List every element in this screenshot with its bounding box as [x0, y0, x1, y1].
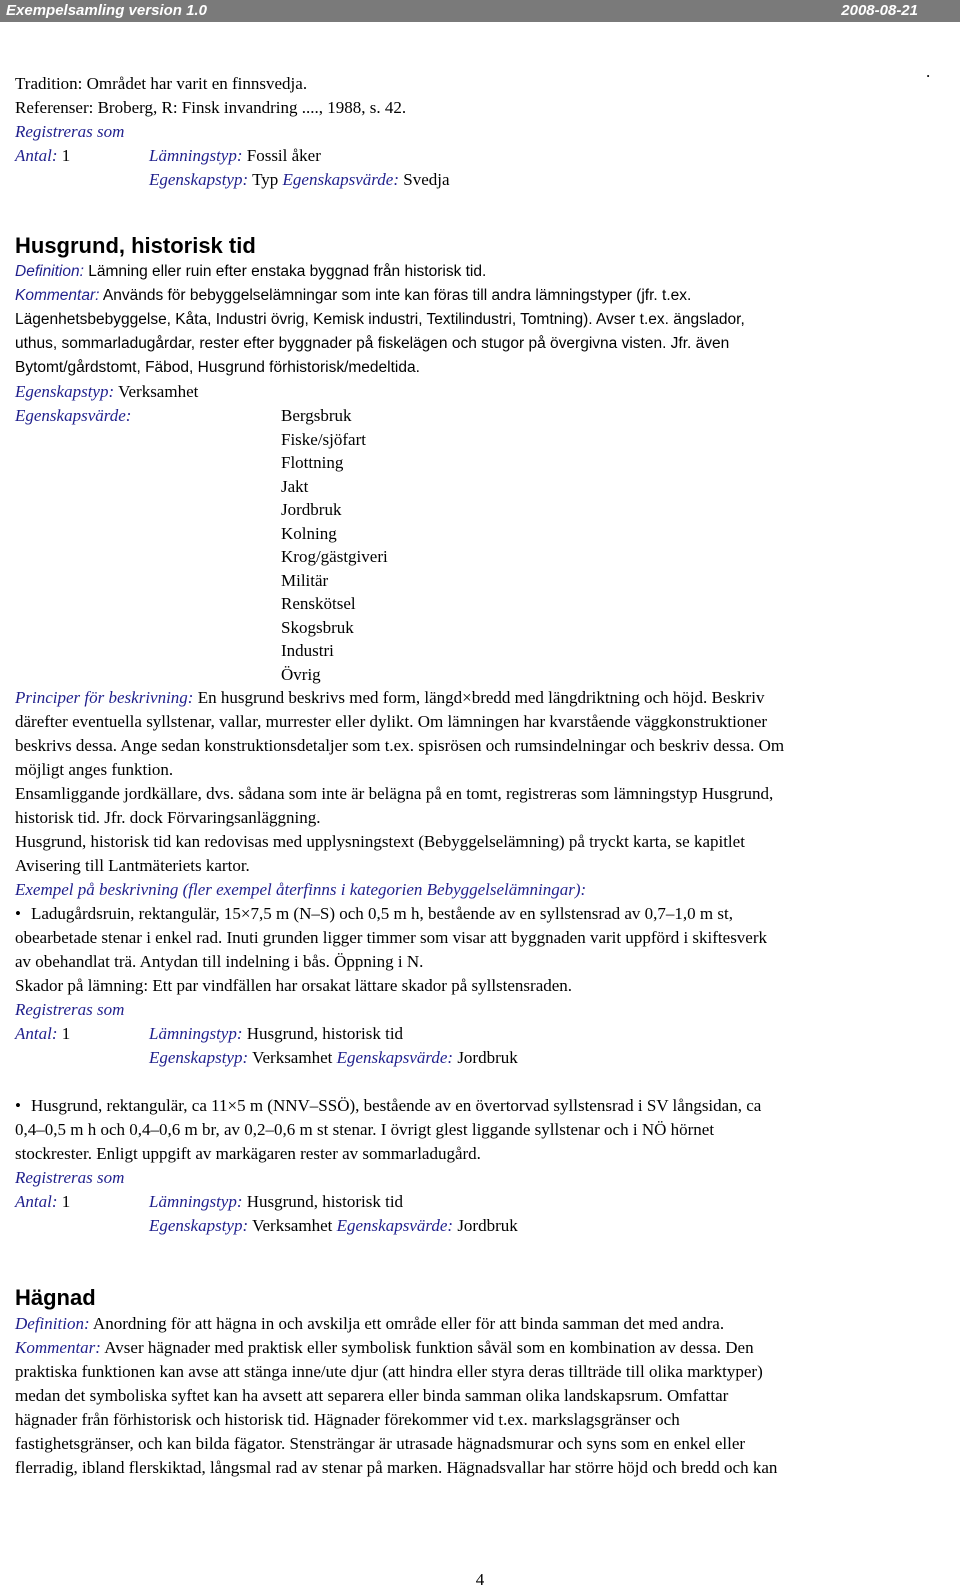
example-2-line-1 — [15, 1094, 945, 1118]
bullet-icon: • — [15, 904, 21, 923]
definition-text: Lämning eller ruin efter enstaka byggnad från historisk tid. — [88, 263, 487, 280]
egenskapsvarde-label: Egenskapsvärde: — [336, 1048, 454, 1067]
exempel-label: Exempel på beskrivning (fler exempel återfinns i kategorien Bebyggelselämningar): — [15, 880, 587, 899]
tradition-line: Tradition: Området har varit en finnsvedja. — [15, 74, 308, 93]
definition-label: Definition: — [15, 263, 84, 280]
hagnad-kommentar-3: medan det symboliska syftet kan ha avsett att separera eller binda samman olika landskapsrum. Omfattar — [15, 1386, 729, 1405]
header-title: Exempelsamling version 1.0 — [6, 2, 207, 19]
principer-label: Principer för beskrivning: — [15, 688, 194, 707]
value-item: Fiske/sjöfart — [281, 429, 366, 449]
husgrund-kommentar-3: uthus, sommarladugårdar, rester efter byggnader på fiskelägen och stugor på övergivna visten. Jfr. även — [15, 335, 730, 352]
lamningstyp-label: Lämningstyp: — [149, 1192, 243, 1211]
husgrund-egenskapstyp — [15, 380, 945, 404]
document-body — [15, 72, 945, 1480]
hagnad-kommentar-2: praktiska funktionen kan avse att stänga inne/ute djur (att hindra eller styra deras tillträde till olika marktyper) — [15, 1362, 763, 1381]
section-title-husgrund: Husgrund, historisk tid — [15, 233, 256, 258]
egenskapsvarde-value: Svedja — [403, 170, 450, 189]
antal-label: Antal: — [15, 1192, 58, 1211]
value-item: Jakt — [281, 476, 309, 496]
example-2-registreras: Registreras som — [15, 1168, 125, 1187]
lamningstyp-label: Lämningstyp: — [149, 1024, 243, 1043]
antal-label: Antal: — [15, 146, 58, 165]
page-header — [0, 0, 960, 22]
husgrund-kommentar-1 — [15, 284, 945, 308]
example-2-line-3: stockrester. Enligt uppgift av markägaren rester av sommarladugård. — [15, 1144, 481, 1163]
registreras-label: Registreras som — [15, 122, 125, 141]
hagnad-definition — [15, 1312, 945, 1336]
example-2-line-2: 0,4–0,5 m h och 0,4–0,6 m br, av 0,2–0,6 m st stenar. I övrigt glest liggande syllstenar och i NÖ hörnet — [15, 1120, 715, 1139]
example-2-egenskap-row — [15, 1214, 945, 1238]
lamningstyp-value: Fossil åker — [246, 146, 321, 165]
example-2-antal-row — [15, 1190, 945, 1214]
value-item: Skogsbruk — [281, 617, 354, 637]
bullet-icon: • — [15, 1096, 21, 1115]
value-item: Flottning — [281, 453, 344, 472]
example-1-skador: Skador på lämning: Ett par vindfällen har orsakat lättare skador på syllstensraden. — [15, 976, 573, 995]
kommentar-text: Avser hägnader med praktisk eller symbolisk funktion såväl som en kombination av dessa. Den — [104, 1338, 754, 1357]
example-1-egenskap-row — [15, 1046, 945, 1070]
principer-text: En husgrund beskrivs med form, längd×bredd med längdriktning och höjd. Beskriv — [197, 688, 765, 707]
references-line: Referenser: Broberg, R: Finsk invandring ...., 1988, s. 42. — [15, 98, 407, 117]
value-item: Kolning — [281, 523, 337, 543]
antal-value: 1 — [61, 1024, 71, 1043]
kommentar-label: Kommentar: — [15, 1338, 101, 1357]
value-item: Krog/gästgiveri — [281, 547, 388, 566]
egenskapstyp-value: Verksamhet — [252, 1216, 333, 1235]
redovisas-line-1: Husgrund, historisk tid kan redovisas med upplysningstext (Bebyggelselämning) på tryckt karta, se kapitlet — [15, 832, 745, 851]
kommentar-text: Används för bebyggelselämningar som inte kan föras till andra lämningstyper (jfr. t.ex. — [102, 287, 692, 304]
antal-value: 1 — [61, 1192, 71, 1211]
kommentar-label: Kommentar: — [15, 287, 100, 304]
value-item: Industri — [281, 641, 334, 660]
page-number: 4 — [475, 1570, 485, 1589]
principer-line-4: möjligt anges funktion. — [15, 760, 174, 779]
egenskapsvarde-label: Egenskapsvärde: — [282, 170, 399, 189]
header-date: 2008-08-21 — [841, 2, 918, 19]
egenskapstyp-value: Typ — [252, 170, 279, 189]
value-item: Renskötsel — [281, 594, 356, 613]
value-item: Militär — [281, 570, 329, 590]
egenskapstyp-label: Egenskapstyp: — [149, 1216, 249, 1235]
lamningstyp-label: Lämningstyp: — [149, 146, 243, 165]
egenskapstyp-label: Egenskapstyp: — [149, 170, 249, 189]
husgrund-kommentar-2: Lägenhetsbebyggelse, Kåta, Industri övrig, Kemisk industri, Textilindustri, Tomtning). Avser t.ex. ängslador, — [15, 311, 745, 328]
example-1-registreras: Registreras som — [15, 1000, 125, 1019]
example-1-line-2: obearbetade stenar i enkel rad. Inuti grunden ligger timmer som visar att byggnaden varit uppförd i skiftesverk — [15, 928, 768, 947]
principer-line-3: beskrivs dessa. Ange sedan konstruktionsdetaljer som t.ex. spisrösen och rumsindelningar och beskriv dessa. Om — [15, 736, 785, 755]
principer-line-2: därefter eventuella syllstenar, vallar, murrester eller dylikt. Om lämningen har kvarstående väggkonstruktioner — [15, 712, 768, 731]
hagnad-kommentar-5: fastighetsgränser, och kan bilda fägator. Stensträngar är utrasade hägnadsmurar och syns som en enkel eller — [15, 1434, 746, 1453]
egenskapsvarde-value: Jordbruk — [457, 1216, 518, 1235]
example-1-antal-row — [15, 1022, 945, 1046]
egenskapsvarde-value: Jordbruk — [457, 1048, 518, 1067]
definition-text: Anordning för att hägna in och avskilja ett område eller för att binda samman det med andra. — [92, 1314, 725, 1333]
antal-row — [15, 144, 945, 168]
egenskapsvarde-list — [15, 404, 945, 686]
lamningstyp-value: Husgrund, historisk tid — [246, 1024, 404, 1043]
example-text: Ladugårdsruin, rektangulär, 15×7,5 m (N–S) och 0,5 m h, bestående av en syllstensrad av 0,7–1,0 m st, — [31, 904, 733, 923]
lamningstyp-value: Husgrund, historisk tid — [246, 1192, 404, 1211]
hagnad-kommentar-4: hägnader från förhistorisk och historisk tid. Hägnader förekommer vid t.ex. markslagsgränser och — [15, 1410, 680, 1429]
principer-line-1 — [15, 686, 945, 710]
hagnad-kommentar-1 — [15, 1336, 945, 1360]
antal-value: 1 — [61, 146, 71, 165]
example-text: Husgrund, rektangulär, ca 11×5 m (NNV–SSÖ), bestående av en övertorvad syllstensrad i SV långsidan, ca — [31, 1096, 762, 1115]
husgrund-definition — [15, 260, 945, 284]
egenskapsvarde-label: Egenskapsvärde: — [15, 406, 132, 425]
egenskapsvarde-label: Egenskapsvärde: — [336, 1216, 454, 1235]
definition-label: Definition: — [15, 1314, 90, 1333]
hagnad-kommentar-6: flerradig, ibland flerskiktad, långsmal rad av stenar på marken. Hägnadsvallar har större höjd och bredd och kan — [15, 1458, 778, 1477]
ensam-line-2: historisk tid. Jfr. dock Förvaringsanläggning. — [15, 808, 321, 827]
example-1-line-1 — [15, 902, 945, 926]
egenskapstyp-label: Egenskapstyp: — [149, 1048, 249, 1067]
antal-label: Antal: — [15, 1024, 58, 1043]
egenskapstyp-value: Verksamhet — [252, 1048, 333, 1067]
value-item: Jordbruk — [281, 500, 342, 519]
value-item: Bergsbruk — [281, 406, 352, 425]
husgrund-kommentar-4: Bytomt/gårdstomt, Fäbod, Husgrund förhistorisk/medeltida. — [15, 359, 420, 376]
section-title-hagnad: Hägnad — [15, 1285, 96, 1310]
egenskapstyp-value: Verksamhet — [118, 382, 199, 401]
egenskap-row — [15, 168, 945, 192]
egenskapstyp-label: Egenskapstyp: — [15, 382, 115, 401]
value-item: Övrig — [281, 664, 321, 684]
stray-mark: . — [926, 62, 931, 81]
ensam-line-1: Ensamliggande jordkällare, dvs. sådana som inte är belägna på en tomt, registreras som lämningstyp Husgrund, — [15, 784, 774, 803]
example-1-line-3: av obehandlat trä. Antydan till indelning i bås. Öppning i N. — [15, 952, 424, 971]
redovisas-line-2: Avisering till Lantmäteriets kartor. — [15, 856, 250, 875]
